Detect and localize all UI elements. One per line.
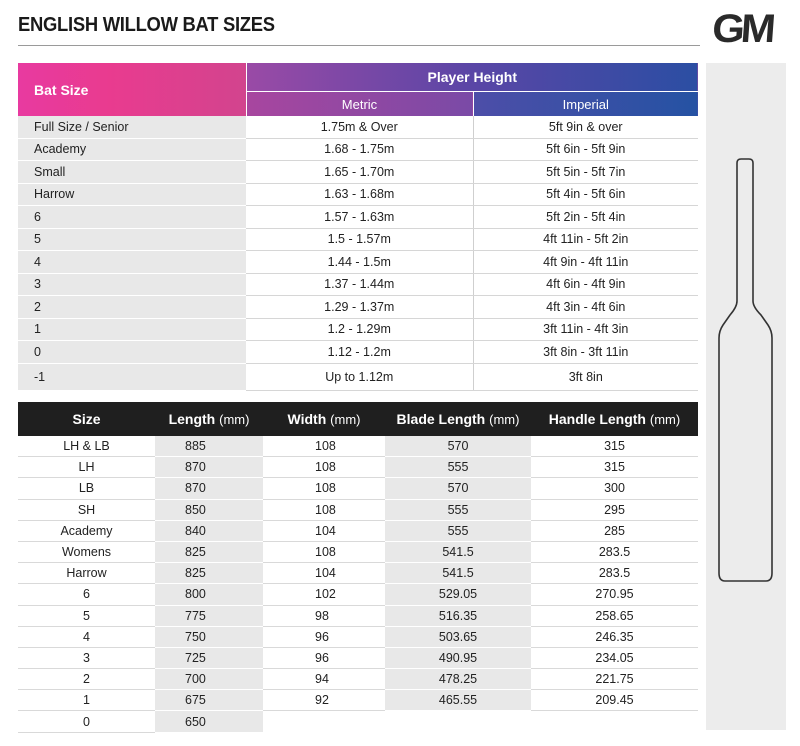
blade-length-cell: 503.65 bbox=[385, 626, 531, 647]
height-row bbox=[18, 363, 698, 390]
blade-length-cell: 541.5 bbox=[385, 541, 531, 562]
unit-label: (mm) bbox=[330, 412, 361, 427]
dimension-row bbox=[18, 436, 698, 457]
imperial-cell: 3ft 11in - 4ft 3in bbox=[473, 318, 698, 341]
length-header: Length (mm) bbox=[155, 402, 263, 436]
blade-length-cell: 490.95 bbox=[385, 647, 531, 668]
blade-length-cell: 529.05 bbox=[385, 584, 531, 605]
metric-cell: 1.65 - 1.70m bbox=[246, 161, 473, 184]
blade-length-cell: 478.25 bbox=[385, 669, 531, 690]
handle-length-cell: 283.5 bbox=[531, 563, 698, 584]
size-cell: Harrow bbox=[18, 563, 155, 584]
width-cell: 108 bbox=[263, 499, 385, 520]
imperial-cell: 3ft 8in bbox=[473, 363, 698, 390]
size-cell: 4 bbox=[18, 626, 155, 647]
player-height-body bbox=[18, 116, 698, 390]
page-title: ENGLISH WILLOW BAT SIZES bbox=[18, 14, 275, 36]
size-cell: 6 bbox=[18, 584, 155, 605]
handle-length-cell: 300 bbox=[531, 478, 698, 499]
size-cell: LH bbox=[18, 457, 155, 478]
length-cell: 750 bbox=[155, 626, 263, 647]
handle-length-cell: 246.35 bbox=[531, 626, 698, 647]
length-cell: 825 bbox=[155, 541, 263, 562]
length-cell: 870 bbox=[155, 478, 263, 499]
metric-cell: 1.29 - 1.37m bbox=[246, 296, 473, 319]
length-cell: 850 bbox=[155, 499, 263, 520]
bat-size-cell: 2 bbox=[18, 296, 246, 319]
height-row bbox=[18, 116, 698, 138]
height-row bbox=[18, 341, 698, 364]
width-cell: 92 bbox=[263, 690, 385, 711]
bat-size-cell: 3 bbox=[18, 273, 246, 296]
bat-dimensions-body bbox=[18, 436, 698, 732]
dimension-row bbox=[18, 605, 698, 626]
blade-length-cell: 465.55 bbox=[385, 690, 531, 711]
blade-length-header: Blade Length (mm) bbox=[385, 402, 531, 436]
dimension-row bbox=[18, 563, 698, 584]
length-cell: 800 bbox=[155, 584, 263, 605]
length-cell: 700 bbox=[155, 669, 263, 690]
size-cell: 1 bbox=[18, 690, 155, 711]
imperial-cell: 5ft 6in - 5ft 9in bbox=[473, 138, 698, 161]
bat-size-cell: Harrow bbox=[18, 183, 246, 206]
bat-size-cell: 4 bbox=[18, 251, 246, 274]
blade-length-cell: 570 bbox=[385, 478, 531, 499]
size-cell: 5 bbox=[18, 605, 155, 626]
player-height-header: Player Height bbox=[246, 63, 698, 92]
metric-cell: 1.5 - 1.57m bbox=[246, 228, 473, 251]
bat-dimensions-table bbox=[18, 402, 698, 733]
width-cell: 98 bbox=[263, 605, 385, 626]
handle-length-header: Handle Length (mm) bbox=[531, 402, 698, 436]
width-cell: 108 bbox=[263, 457, 385, 478]
length-cell: 825 bbox=[155, 563, 263, 584]
height-row bbox=[18, 206, 698, 229]
imperial-cell: 5ft 4in - 5ft 6in bbox=[473, 183, 698, 206]
bat-size-cell: Small bbox=[18, 161, 246, 184]
size-cell: Womens bbox=[18, 541, 155, 562]
metric-header: Metric bbox=[246, 92, 473, 117]
imperial-cell: 4ft 3in - 4ft 6in bbox=[473, 296, 698, 319]
size-header: Size bbox=[18, 402, 155, 436]
metric-cell: 1.75m & Over bbox=[246, 116, 473, 138]
metric-cell: 1.68 - 1.75m bbox=[246, 138, 473, 161]
width-cell: 102 bbox=[263, 584, 385, 605]
bat-illustration-panel bbox=[706, 63, 786, 730]
width-cell: 94 bbox=[263, 669, 385, 690]
size-cell: SH bbox=[18, 499, 155, 520]
imperial-cell: 4ft 6in - 4ft 9in bbox=[473, 273, 698, 296]
height-row bbox=[18, 296, 698, 319]
height-row bbox=[18, 138, 698, 161]
size-cell: LB bbox=[18, 478, 155, 499]
dimension-row bbox=[18, 499, 698, 520]
imperial-cell: 4ft 11in - 5ft 2in bbox=[473, 228, 698, 251]
handle-length-cell: 283.5 bbox=[531, 541, 698, 562]
blade-length-cell bbox=[385, 711, 531, 732]
dimension-row bbox=[18, 626, 698, 647]
gm-logo: GM bbox=[710, 6, 774, 51]
bat-size-cell: 0 bbox=[18, 341, 246, 364]
width-cell: 104 bbox=[263, 563, 385, 584]
cricket-bat-outline-icon bbox=[706, 63, 786, 730]
dimension-row bbox=[18, 520, 698, 541]
metric-cell: 1.57 - 1.63m bbox=[246, 206, 473, 229]
imperial-cell: 5ft 2in - 5ft 4in bbox=[473, 206, 698, 229]
width-cell bbox=[263, 711, 385, 732]
width-header: Width (mm) bbox=[263, 402, 385, 436]
size-cell: LH & LB bbox=[18, 436, 155, 457]
height-row bbox=[18, 228, 698, 251]
bat-size-cell: Full Size / Senior bbox=[18, 116, 246, 138]
bat-size-header: Bat Size bbox=[18, 63, 246, 116]
size-cell: 0 bbox=[18, 711, 155, 732]
length-cell: 840 bbox=[155, 520, 263, 541]
handle-length-cell: 234.05 bbox=[531, 647, 698, 668]
dimension-row bbox=[18, 541, 698, 562]
height-row bbox=[18, 273, 698, 296]
length-cell: 650 bbox=[155, 711, 263, 732]
blade-length-cell: 555 bbox=[385, 499, 531, 520]
metric-cell: 1.63 - 1.68m bbox=[246, 183, 473, 206]
blade-length-cell: 570 bbox=[385, 436, 531, 457]
length-cell: 775 bbox=[155, 605, 263, 626]
bat-size-cell: -1 bbox=[18, 363, 246, 390]
height-row bbox=[18, 318, 698, 341]
metric-cell: Up to 1.12m bbox=[246, 363, 473, 390]
dimension-row bbox=[18, 457, 698, 478]
width-cell: 108 bbox=[263, 436, 385, 457]
bat-size-cell: 5 bbox=[18, 228, 246, 251]
player-height-table bbox=[18, 63, 698, 391]
metric-cell: 1.12 - 1.2m bbox=[246, 341, 473, 364]
imperial-cell: 3ft 8in - 3ft 11in bbox=[473, 341, 698, 364]
imperial-header: Imperial bbox=[473, 92, 698, 117]
metric-cell: 1.44 - 1.5m bbox=[246, 251, 473, 274]
handle-length-cell: 315 bbox=[531, 436, 698, 457]
imperial-cell: 4ft 9in - 4ft 11in bbox=[473, 251, 698, 274]
bat-size-cell: 6 bbox=[18, 206, 246, 229]
handle-length-cell: 315 bbox=[531, 457, 698, 478]
dimension-row bbox=[18, 647, 698, 668]
handle-length-cell: 270.95 bbox=[531, 584, 698, 605]
width-cell: 108 bbox=[263, 478, 385, 499]
height-row bbox=[18, 183, 698, 206]
height-row bbox=[18, 251, 698, 274]
width-cell: 104 bbox=[263, 520, 385, 541]
handle-length-cell bbox=[531, 711, 698, 732]
imperial-cell: 5ft 5in - 5ft 7in bbox=[473, 161, 698, 184]
title-divider bbox=[18, 45, 700, 46]
handle-length-cell: 285 bbox=[531, 520, 698, 541]
size-cell: Academy bbox=[18, 520, 155, 541]
handle-length-cell: 295 bbox=[531, 499, 698, 520]
blade-length-cell: 555 bbox=[385, 457, 531, 478]
width-cell: 96 bbox=[263, 647, 385, 668]
blade-length-cell: 516.35 bbox=[385, 605, 531, 626]
metric-cell: 1.2 - 1.29m bbox=[246, 318, 473, 341]
dimension-row bbox=[18, 690, 698, 711]
width-cell: 96 bbox=[263, 626, 385, 647]
size-cell: 3 bbox=[18, 647, 155, 668]
handle-length-cell: 221.75 bbox=[531, 669, 698, 690]
dimension-row bbox=[18, 478, 698, 499]
width-cell: 108 bbox=[263, 541, 385, 562]
handle-length-cell: 258.65 bbox=[531, 605, 698, 626]
height-row bbox=[18, 161, 698, 184]
dimension-row bbox=[18, 669, 698, 690]
bat-size-cell: 1 bbox=[18, 318, 246, 341]
length-cell: 885 bbox=[155, 436, 263, 457]
size-cell: 2 bbox=[18, 669, 155, 690]
blade-length-cell: 555 bbox=[385, 520, 531, 541]
length-cell: 870 bbox=[155, 457, 263, 478]
handle-length-cell: 209.45 bbox=[531, 690, 698, 711]
bat-size-cell: Academy bbox=[18, 138, 246, 161]
length-cell: 725 bbox=[155, 647, 263, 668]
length-cell: 675 bbox=[155, 690, 263, 711]
metric-cell: 1.37 - 1.44m bbox=[246, 273, 473, 296]
dimension-row bbox=[18, 711, 698, 732]
imperial-cell: 5ft 9in & over bbox=[473, 116, 698, 138]
blade-length-cell: 541.5 bbox=[385, 563, 531, 584]
dimension-row bbox=[18, 584, 698, 605]
